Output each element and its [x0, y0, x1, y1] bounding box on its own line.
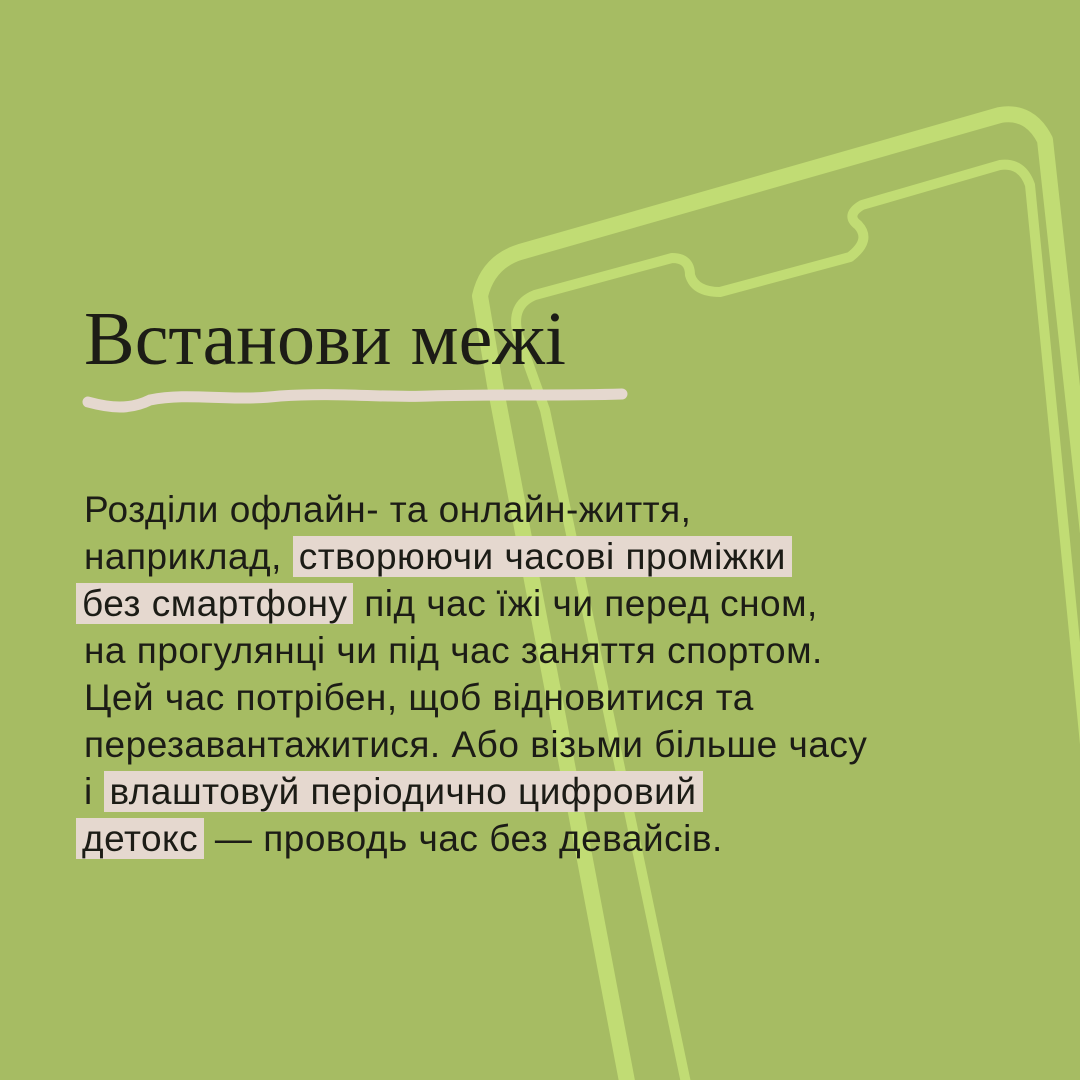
- text-line-5: Цей час потрібен, щоб відновитися та: [84, 677, 754, 718]
- highlight: детокс: [76, 818, 204, 859]
- page-title: Встанови межі: [84, 297, 566, 381]
- text-line-4: на прогулянці чи під час заняття спортом.: [84, 630, 823, 671]
- text-line-2: наприклад, створюючи часові проміжки: [84, 533, 1014, 580]
- highlight: створюючи часові проміжки: [293, 536, 792, 577]
- highlight: без смартфону: [76, 583, 353, 624]
- text-line-3: без смартфону під час їжі чи перед сном,: [84, 580, 1014, 627]
- text-line-8: детокс — проводь час без девайсів.: [84, 815, 1014, 862]
- text-line-6: перезавантажитися. Або візьми більше часу: [84, 724, 868, 765]
- text-line-1: Розділи офлайн- та онлайн-життя,: [84, 489, 692, 530]
- body-paragraph: [84, 486, 1014, 862]
- text-line-7: і влаштовуй періодично цифровий: [84, 768, 1014, 815]
- highlight: влаштовуй періодично цифровий: [104, 771, 703, 812]
